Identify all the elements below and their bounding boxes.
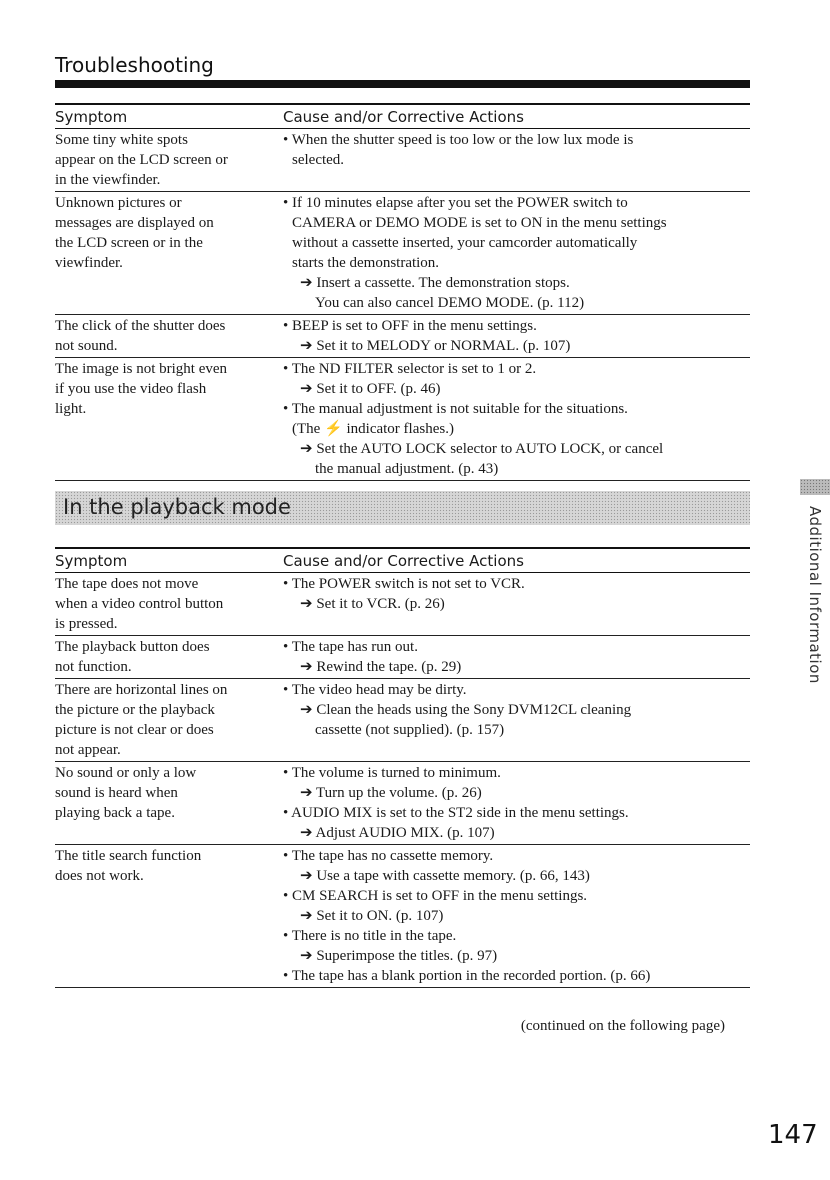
table-row	[55, 192, 750, 315]
symptom-line: not sound.	[55, 338, 118, 354]
cause-cell	[283, 129, 750, 192]
corrective-action: ➔ Superimpose the titles. (p. 97)	[300, 948, 498, 964]
table-row	[55, 315, 750, 358]
symptom-line: The playback button does	[55, 639, 210, 655]
symptom-line: The image is not bright even	[55, 361, 228, 377]
table-row	[55, 573, 750, 636]
cause-line: • The POWER switch is not set to VCR.	[283, 576, 525, 592]
cause-line: cassette (not supplied). (p. 157)	[315, 722, 505, 738]
cause-cell	[283, 192, 750, 315]
cause-line: selected.	[292, 152, 345, 168]
corrective-action: ➔ Use a tape with cassette memory. (p. 66, 143)	[300, 868, 590, 884]
symptom-line: is pressed.	[55, 616, 118, 632]
symptom-cell	[55, 573, 283, 636]
table-row	[55, 845, 750, 988]
section-banner	[55, 491, 750, 525]
cause-line: You can also cancel DEMO MODE. (p. 112)	[315, 295, 585, 311]
troubleshooting-table-playback	[55, 547, 750, 988]
cause-line: • The tape has a blank portion in the recorded portion. (p. 66)	[283, 968, 651, 984]
symptom-cell	[55, 636, 283, 679]
cause-cell	[283, 573, 750, 636]
cause-line: • When the shutter speed is too low or the low lux mode is	[283, 132, 634, 148]
column-header-symptom: Symptom	[55, 104, 283, 129]
side-tab-label: Additional Information	[806, 506, 824, 684]
symptom-cell	[55, 192, 283, 315]
cause-line: • AUDIO MIX is set to the ST2 side in the menu settings.	[283, 805, 629, 821]
symptom-line: not appear.	[55, 742, 121, 758]
cause-cell	[283, 679, 750, 762]
symptom-cell	[55, 762, 283, 845]
symptom-line: Some tiny white spots	[55, 132, 188, 148]
symptom-cell	[55, 358, 283, 481]
table-header-row	[55, 548, 750, 573]
column-header-cause: Cause and/or Corrective Actions	[283, 548, 750, 573]
troubleshooting-table-recording	[55, 103, 750, 481]
cause-line: • The tape has no cassette memory.	[283, 848, 494, 864]
symptom-line: messages are displayed on	[55, 215, 214, 231]
corrective-action: ➔ Set it to OFF. (p. 46)	[300, 381, 441, 397]
table-header-row	[55, 104, 750, 129]
corrective-action: ➔ Turn up the volume. (p. 26)	[300, 785, 482, 801]
symptom-line: There are horizontal lines on	[55, 682, 228, 698]
table-row	[55, 358, 750, 481]
cause-line: • The video head may be dirty.	[283, 682, 467, 698]
cause-line: without a cassette inserted, your camcorder automatically	[292, 235, 638, 251]
symptom-line: the LCD screen or in the	[55, 235, 203, 251]
symptom-line: The click of the shutter does	[55, 318, 226, 334]
cause-cell	[283, 762, 750, 845]
symptom-line: sound is heard when	[55, 785, 178, 801]
cause-line: • The ND FILTER selector is set to 1 or 2.	[283, 361, 537, 377]
symptom-line: light.	[55, 401, 87, 417]
section-title: In the playback mode	[63, 495, 291, 519]
cause-cell	[283, 315, 750, 358]
side-tab-marker	[800, 479, 830, 495]
cause-cell	[283, 845, 750, 988]
symptom-line: The title search function	[55, 848, 202, 864]
symptom-cell	[55, 845, 283, 988]
corrective-action: ➔ Adjust AUDIO MIX. (p. 107)	[300, 825, 495, 841]
cause-line: (The ⚡ indicator flashes.)	[292, 421, 454, 437]
symptom-cell	[55, 129, 283, 192]
cause-cell	[283, 636, 750, 679]
symptom-line: No sound or only a low	[55, 765, 197, 781]
cause-line: starts the demonstration.	[292, 255, 440, 271]
page-number: 147	[768, 1120, 818, 1150]
symptom-line: the picture or the playback	[55, 702, 215, 718]
symptom-line: Unknown pictures or	[55, 195, 182, 211]
table-row	[55, 636, 750, 679]
cause-cell	[283, 358, 750, 481]
corrective-action: ➔ Set it to VCR. (p. 26)	[300, 596, 445, 612]
symptom-line: does not work.	[55, 868, 144, 884]
corrective-action: ➔ Clean the heads using the Sony DVM12CL cleaning	[300, 702, 632, 718]
cause-line: • The tape has run out.	[283, 639, 418, 655]
symptom-line: if you use the video flash	[55, 381, 207, 397]
cause-line: • The manual adjustment is not suitable for the situations.	[283, 401, 628, 417]
symptom-line: when a video control button	[55, 596, 224, 612]
symptom-line: in the viewfinder.	[55, 172, 161, 188]
corrective-action: ➔ Set the AUTO LOCK selector to AUTO LOCK, or cancel	[300, 441, 664, 457]
symptom-line: The tape does not move	[55, 576, 199, 592]
corrective-action: ➔ Set it to ON. (p. 107)	[300, 908, 444, 924]
page-body	[55, 103, 750, 1035]
cause-line: the manual adjustment. (p. 43)	[315, 461, 499, 477]
continued-note: (continued on the following page)	[520, 1018, 725, 1034]
page-title: Troubleshooting	[55, 53, 214, 77]
table-row	[55, 762, 750, 845]
symptom-line: picture is not clear or does	[55, 722, 214, 738]
symptom-line: playing back a tape.	[55, 805, 175, 821]
symptom-cell	[55, 315, 283, 358]
corrective-action: ➔ Insert a cassette. The demonstration stops.	[300, 275, 570, 291]
table-row	[55, 679, 750, 762]
cause-line: CAMERA or DEMO MODE is set to ON in the menu settings	[292, 215, 667, 231]
cause-line: • CM SEARCH is set to OFF in the menu settings.	[283, 888, 588, 904]
table-row	[55, 129, 750, 192]
symptom-cell	[55, 679, 283, 762]
cause-line: • There is no title in the tape.	[283, 928, 457, 944]
cause-line: • If 10 minutes elapse after you set the POWER switch to	[283, 195, 628, 211]
symptom-line: appear on the LCD screen or	[55, 152, 228, 168]
cause-line: • BEEP is set to OFF in the menu settings.	[283, 318, 537, 334]
cause-line: • The volume is turned to minimum.	[283, 765, 501, 781]
corrective-action: ➔ Rewind the tape. (p. 29)	[300, 659, 462, 675]
title-rule	[55, 80, 750, 88]
symptom-line: not function.	[55, 659, 132, 675]
corrective-action: ➔ Set it to MELODY or NORMAL. (p. 107)	[300, 338, 571, 354]
column-header-symptom: Symptom	[55, 548, 283, 573]
symptom-line: viewfinder.	[55, 255, 123, 271]
column-header-cause: Cause and/or Corrective Actions	[283, 104, 750, 129]
